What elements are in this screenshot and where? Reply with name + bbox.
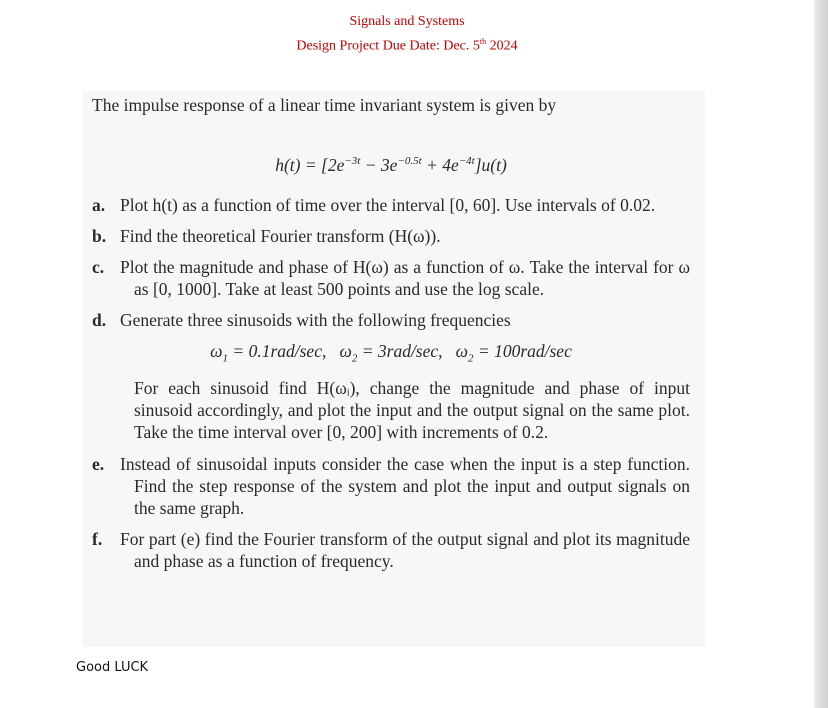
item-text: For part (e) find the Fourier transform of the output signal and plot its magnitude and phase as a function of frequency. <box>120 529 690 572</box>
intro-text: The impulse response of a linear time invariant system is given by <box>92 95 557 115</box>
item-label: a. <box>92 194 106 215</box>
document-header <box>0 12 814 57</box>
item-text: Plot the magnitude and phase of H(ω) as a function of ω. Take the interval for ω as [0, 1000]. Take at least 500 points and use the log scale. <box>120 256 690 299</box>
item-e <box>92 453 690 519</box>
item-d <box>92 309 690 331</box>
item-text: Instead of sinusoidal inputs consider the case when the input is a step function. Find the step response of the system and plot the input and output signals on the same graph. <box>120 454 690 519</box>
item-label: c. <box>92 256 105 277</box>
item-label: f. <box>92 529 103 550</box>
item-text: Find the theoretical Fourier transform (H(ω)). <box>120 225 441 246</box>
item-f <box>92 528 690 572</box>
impulse-response-equation: $h(t) = [2e^{-3t} - 3e^{-0.5t} + 4e^{-4t}]u(t)$ <box>275 154 507 175</box>
frequency-list: $\omega_1 = 0.1rad/\sec$, $\omega_2 = 3rad/\sec$, $\omega_2 = 100rad/\sec$ <box>210 340 572 365</box>
problem-content <box>92 92 690 581</box>
item-c <box>92 256 690 300</box>
item-d-details: For each sinusoid find H(ωᵢ), change the magnitude and phase of input sinusoid accordingly, and plot the input and the output signal on the same plot. Take the time interval over [0, 200] with increments of 0.2. <box>134 378 690 443</box>
item-a <box>92 194 690 216</box>
course-title: Signals and Systems <box>349 14 465 29</box>
item-text: Plot h(t) as a function of time over the interval [0, 60]. Use intervals of 0.02. <box>120 194 656 215</box>
item-text: Generate three sinusoids with the following frequencies <box>120 309 511 330</box>
footer-note: Good LUCK <box>76 660 149 675</box>
item-b <box>92 225 690 247</box>
item-label: e. <box>92 454 105 475</box>
due-date: Design Project Due Date: Dec. 5th 2024 <box>296 37 518 54</box>
item-label: b. <box>92 225 107 246</box>
page-edge <box>814 0 828 708</box>
item-label: d. <box>92 309 107 330</box>
